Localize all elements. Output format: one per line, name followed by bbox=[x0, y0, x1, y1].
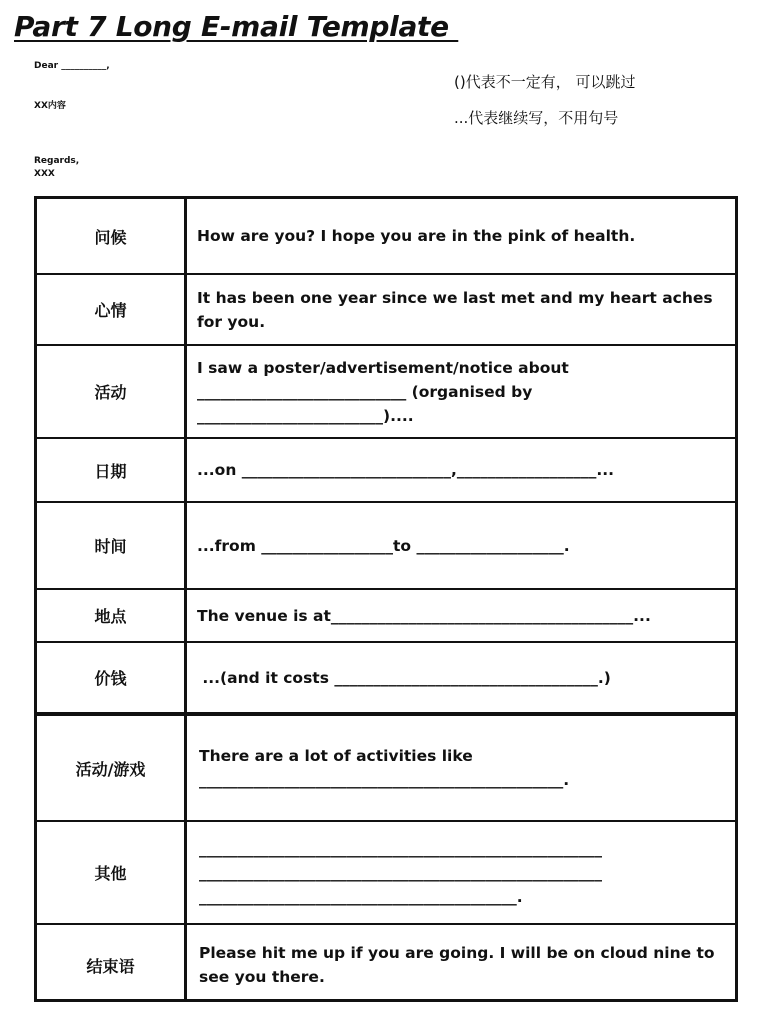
row-label: 价钱 bbox=[37, 643, 187, 712]
row-label: 结束语 bbox=[37, 925, 187, 1002]
row-content bbox=[187, 346, 735, 437]
row-label: 心情 bbox=[37, 275, 187, 344]
row-text-line: ...(and it costs __________________________________.) bbox=[197, 668, 611, 687]
row-activity bbox=[37, 346, 735, 439]
signature-line: XXX bbox=[34, 169, 55, 179]
row-content bbox=[187, 716, 735, 820]
row-price bbox=[37, 643, 735, 716]
row-content bbox=[187, 439, 735, 501]
row-text-line: There are a lot of activities like bbox=[199, 747, 473, 765]
row-content bbox=[187, 199, 735, 273]
row-text-line: ...on ___________________________,__________________... bbox=[197, 461, 615, 479]
row-content bbox=[187, 643, 735, 712]
row-mood bbox=[37, 275, 735, 346]
row-greeting bbox=[37, 199, 735, 275]
row-text-line: I saw a poster/advertisement/notice about bbox=[197, 358, 569, 377]
body-placeholder: XX内容 bbox=[34, 101, 66, 111]
row-text-line: It has been one year since we last met and my heart aches bbox=[197, 288, 713, 307]
row-activities-games bbox=[37, 716, 735, 822]
row-content bbox=[187, 822, 735, 923]
row-label: 时间 bbox=[37, 503, 187, 588]
row-text-line: ___________________________ (organised by bbox=[197, 382, 533, 401]
regards-line: Regards, bbox=[34, 156, 80, 166]
row-date bbox=[37, 439, 735, 503]
row-label: 活动/游戏 bbox=[37, 716, 187, 820]
row-text-line: _________________________________________. bbox=[199, 887, 523, 906]
greeting-line: Dear __________, bbox=[34, 61, 110, 71]
row-label: 地点 bbox=[37, 590, 187, 641]
row-label: 问候 bbox=[37, 199, 187, 273]
page-title: Part 7 Long E-mail Template bbox=[14, 10, 459, 43]
row-label: 活动 bbox=[37, 346, 187, 437]
row-text-line: ________________________).... bbox=[197, 406, 414, 425]
row-text-line: ____________________________________________________ bbox=[199, 839, 602, 858]
row-text-line: for you. bbox=[197, 312, 266, 331]
row-label: 其他 bbox=[37, 822, 187, 923]
row-text-line: The venue is at_______________________________________... bbox=[197, 606, 651, 625]
row-label: 日期 bbox=[37, 439, 187, 501]
row-time bbox=[37, 503, 735, 590]
row-text-line: ____________________________________________________ bbox=[199, 863, 602, 882]
template-table bbox=[34, 196, 738, 1002]
row-text-line: ...from _________________to ___________________. bbox=[197, 536, 570, 555]
row-content bbox=[187, 925, 735, 1002]
row-content bbox=[187, 275, 735, 344]
note-optional: ()代表不一定有， 可以跳过 bbox=[454, 73, 636, 91]
row-venue bbox=[37, 590, 735, 643]
row-other bbox=[37, 822, 735, 925]
row-text-line: How are you? I hope you are in the pink of health. bbox=[197, 227, 636, 245]
row-closing bbox=[37, 925, 735, 1002]
row-text-line: see you there. bbox=[199, 968, 325, 986]
row-content bbox=[187, 503, 735, 588]
note-continue: ...代表继续写，不用句号 bbox=[454, 109, 619, 127]
row-text-line: _______________________________________________. bbox=[199, 771, 570, 789]
row-text-line: Please hit me up if you are going. I will be on cloud nine to bbox=[199, 944, 715, 962]
row-content bbox=[187, 590, 735, 641]
